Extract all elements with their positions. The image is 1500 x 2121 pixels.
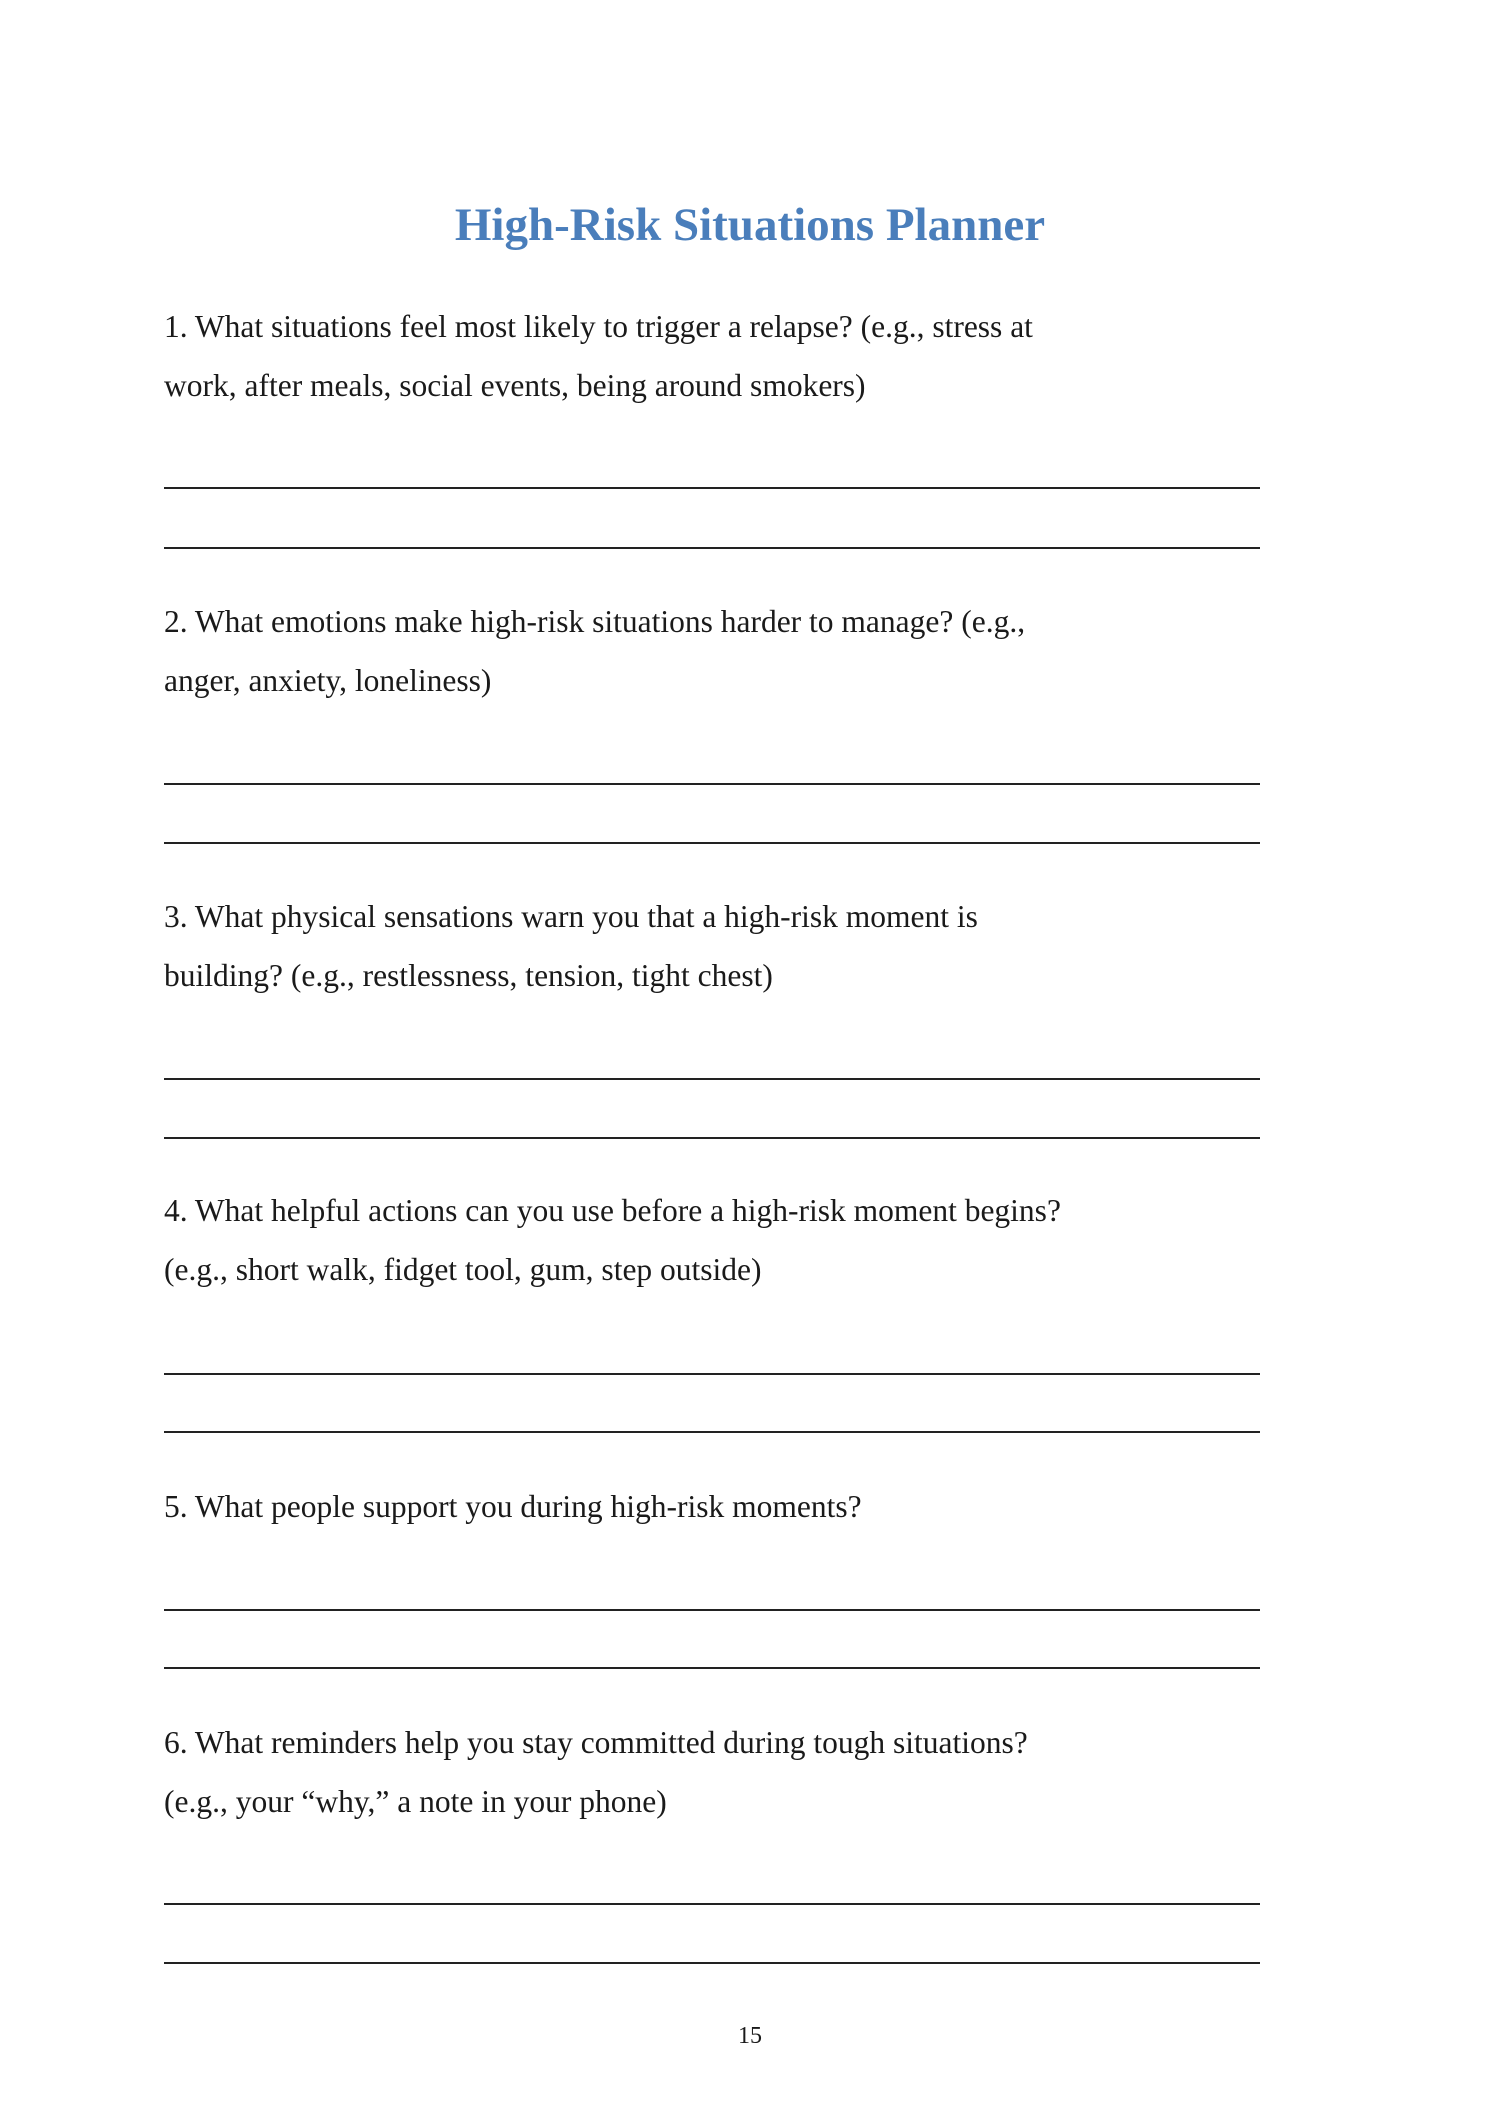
answer-line[interactable] — [164, 1962, 1260, 1964]
question-6 — [164, 1713, 1028, 1831]
answer-line[interactable] — [164, 487, 1260, 489]
answer-line[interactable] — [164, 1903, 1260, 1905]
answer-line[interactable] — [164, 842, 1260, 844]
answer-line[interactable] — [164, 1667, 1260, 1669]
question-text-line: 3. What physical sensations warn you that a high-risk moment is — [164, 899, 978, 934]
question-text-line: building? (e.g., restlessness, tension, tight chest) — [164, 958, 773, 993]
question-4 — [164, 1181, 1061, 1299]
question-text-line: 1. What situations feel most likely to trigger a relapse? (e.g., stress at — [164, 309, 1033, 344]
question-text-line: 4. What helpful actions can you use before a high-risk moment begins? — [164, 1193, 1061, 1228]
page-number: 15 — [738, 2023, 762, 2049]
answer-line[interactable] — [164, 547, 1260, 549]
question-3 — [164, 887, 978, 1005]
question-text-line: (e.g., your “why,” a note in your phone) — [164, 1784, 667, 1819]
answer-line[interactable] — [164, 783, 1260, 785]
question-5 — [164, 1477, 862, 1536]
question-text-line: 5. What people support you during high-risk moments? — [164, 1489, 862, 1524]
question-text-line: 2. What emotions make high-risk situations harder to manage? (e.g., — [164, 604, 1026, 639]
question-text-line: 6. What reminders help you stay committed during tough situations? — [164, 1725, 1028, 1760]
page-title: High-Risk Situations Planner — [454, 199, 1046, 251]
answer-line[interactable] — [164, 1431, 1260, 1433]
answer-line[interactable] — [164, 1609, 1260, 1611]
answer-line[interactable] — [164, 1078, 1260, 1080]
answer-line[interactable] — [164, 1137, 1260, 1139]
answer-line[interactable] — [164, 1373, 1260, 1375]
question-text-line: work, after meals, social events, being around smokers) — [164, 368, 866, 403]
question-text-line: (e.g., short walk, fidget tool, gum, step outside) — [164, 1252, 762, 1287]
question-2 — [164, 592, 1025, 710]
question-1 — [164, 297, 1033, 415]
question-text-line: anger, anxiety, loneliness) — [164, 663, 492, 698]
